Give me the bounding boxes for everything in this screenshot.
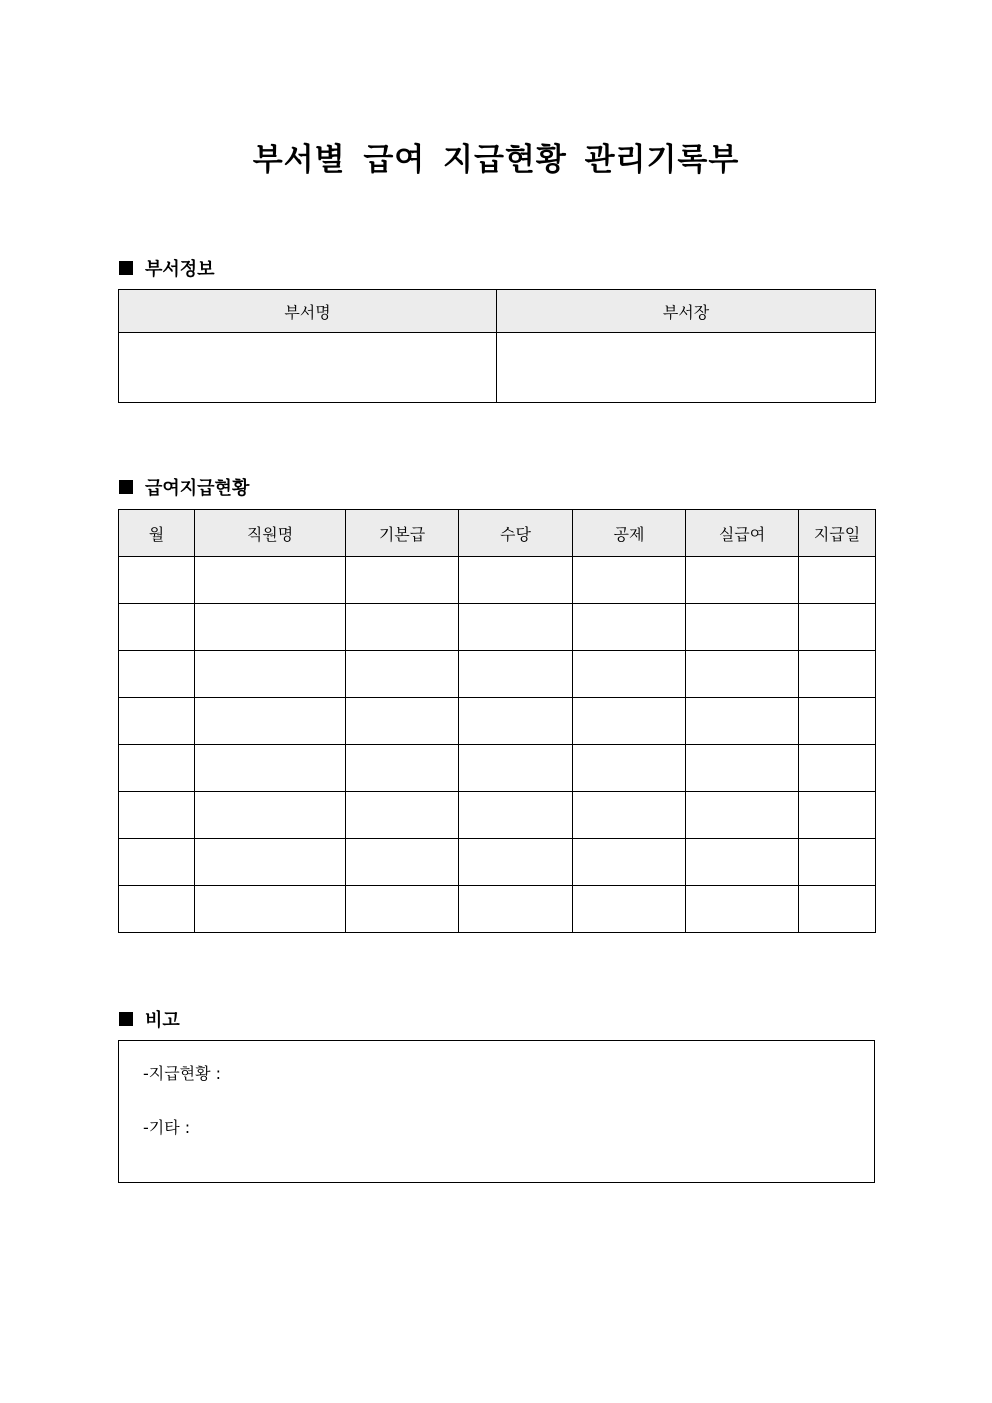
table-cell[interactable] <box>346 651 459 698</box>
table-cell[interactable] <box>686 745 799 792</box>
pay-section-heading <box>119 474 249 500</box>
table-cell[interactable] <box>573 839 686 886</box>
table-header-row <box>119 510 876 557</box>
header-deduction: 공제 <box>573 510 686 557</box>
table-cell[interactable] <box>573 651 686 698</box>
table-cell[interactable] <box>573 745 686 792</box>
table-cell[interactable] <box>686 557 799 604</box>
dept-section-label: 부서정보 <box>145 259 215 280</box>
table-cell[interactable] <box>799 839 876 886</box>
table-row <box>119 745 876 792</box>
table-cell[interactable] <box>195 745 346 792</box>
table-cell[interactable] <box>119 792 195 839</box>
remarks-pay-status-line: -지급현황 : <box>143 1064 222 1083</box>
table-cell[interactable] <box>799 604 876 651</box>
table-cell[interactable] <box>799 792 876 839</box>
header-employee-name: 직원명 <box>195 510 346 557</box>
table-row <box>119 557 876 604</box>
table-cell[interactable] <box>195 792 346 839</box>
table-cell[interactable] <box>799 557 876 604</box>
table-cell[interactable] <box>119 886 195 933</box>
square-bullet-icon <box>119 480 133 494</box>
table-cell[interactable] <box>195 651 346 698</box>
table-cell[interactable] <box>346 839 459 886</box>
header-month: 월 <box>119 510 195 557</box>
table-cell[interactable] <box>573 886 686 933</box>
pay-section-label: 급여지급현황 <box>145 478 250 499</box>
table-cell[interactable] <box>346 792 459 839</box>
table-cell[interactable] <box>573 604 686 651</box>
table-cell[interactable] <box>686 886 799 933</box>
table-cell[interactable] <box>346 604 459 651</box>
table-cell[interactable] <box>459 839 573 886</box>
square-bullet-icon <box>119 1012 133 1026</box>
header-allowance: 수당 <box>459 510 573 557</box>
table-cell[interactable] <box>799 745 876 792</box>
page-title: 부서별 급여 지급현황 관리기록부 <box>252 142 740 178</box>
header-base-pay: 기본급 <box>346 510 459 557</box>
dept-info-table <box>118 289 876 403</box>
table-cell[interactable] <box>686 792 799 839</box>
table-cell[interactable] <box>346 698 459 745</box>
pay-status-table <box>118 509 876 933</box>
table-cell[interactable] <box>459 886 573 933</box>
table-cell[interactable] <box>119 604 195 651</box>
table-cell[interactable] <box>346 557 459 604</box>
table-cell[interactable] <box>799 698 876 745</box>
remarks-box[interactable] <box>118 1040 875 1183</box>
header-pay-date: 지급일 <box>799 510 876 557</box>
table-row <box>119 698 876 745</box>
remarks-other-line: -기타 : <box>143 1118 191 1137</box>
dept-section-heading <box>119 255 215 281</box>
table-cell[interactable] <box>686 698 799 745</box>
table-cell[interactable] <box>799 886 876 933</box>
table-cell[interactable] <box>119 651 195 698</box>
table-cell[interactable] <box>119 745 195 792</box>
table-cell[interactable] <box>195 839 346 886</box>
table-cell[interactable] <box>686 651 799 698</box>
table-header-row <box>119 290 876 333</box>
table-cell[interactable] <box>799 651 876 698</box>
table-cell[interactable] <box>119 557 195 604</box>
table-cell[interactable] <box>459 698 573 745</box>
dept-name-cell[interactable] <box>119 333 497 403</box>
table-cell[interactable] <box>686 604 799 651</box>
table-cell[interactable] <box>346 886 459 933</box>
header-dept-head: 부서장 <box>497 290 876 333</box>
header-dept-name: 부서명 <box>119 290 497 333</box>
table-cell[interactable] <box>195 557 346 604</box>
table-row <box>119 333 876 403</box>
table-cell[interactable] <box>686 839 799 886</box>
table-cell[interactable] <box>119 839 195 886</box>
table-cell[interactable] <box>573 557 686 604</box>
table-cell[interactable] <box>459 651 573 698</box>
table-cell[interactable] <box>573 698 686 745</box>
table-row <box>119 792 876 839</box>
table-cell[interactable] <box>195 698 346 745</box>
table-cell[interactable] <box>195 886 346 933</box>
table-cell[interactable] <box>459 604 573 651</box>
table-cell[interactable] <box>459 745 573 792</box>
table-cell[interactable] <box>195 604 346 651</box>
remarks-section-label: 비고 <box>145 1010 180 1031</box>
table-cell[interactable] <box>119 698 195 745</box>
header-net-pay: 실급여 <box>686 510 799 557</box>
table-row <box>119 604 876 651</box>
table-cell[interactable] <box>459 792 573 839</box>
table-cell[interactable] <box>459 557 573 604</box>
table-row <box>119 839 876 886</box>
dept-head-cell[interactable] <box>497 333 876 403</box>
table-row <box>119 886 876 933</box>
table-cell[interactable] <box>573 792 686 839</box>
table-row <box>119 651 876 698</box>
square-bullet-icon <box>119 261 133 275</box>
table-cell[interactable] <box>346 745 459 792</box>
remarks-section-heading <box>119 1006 180 1032</box>
